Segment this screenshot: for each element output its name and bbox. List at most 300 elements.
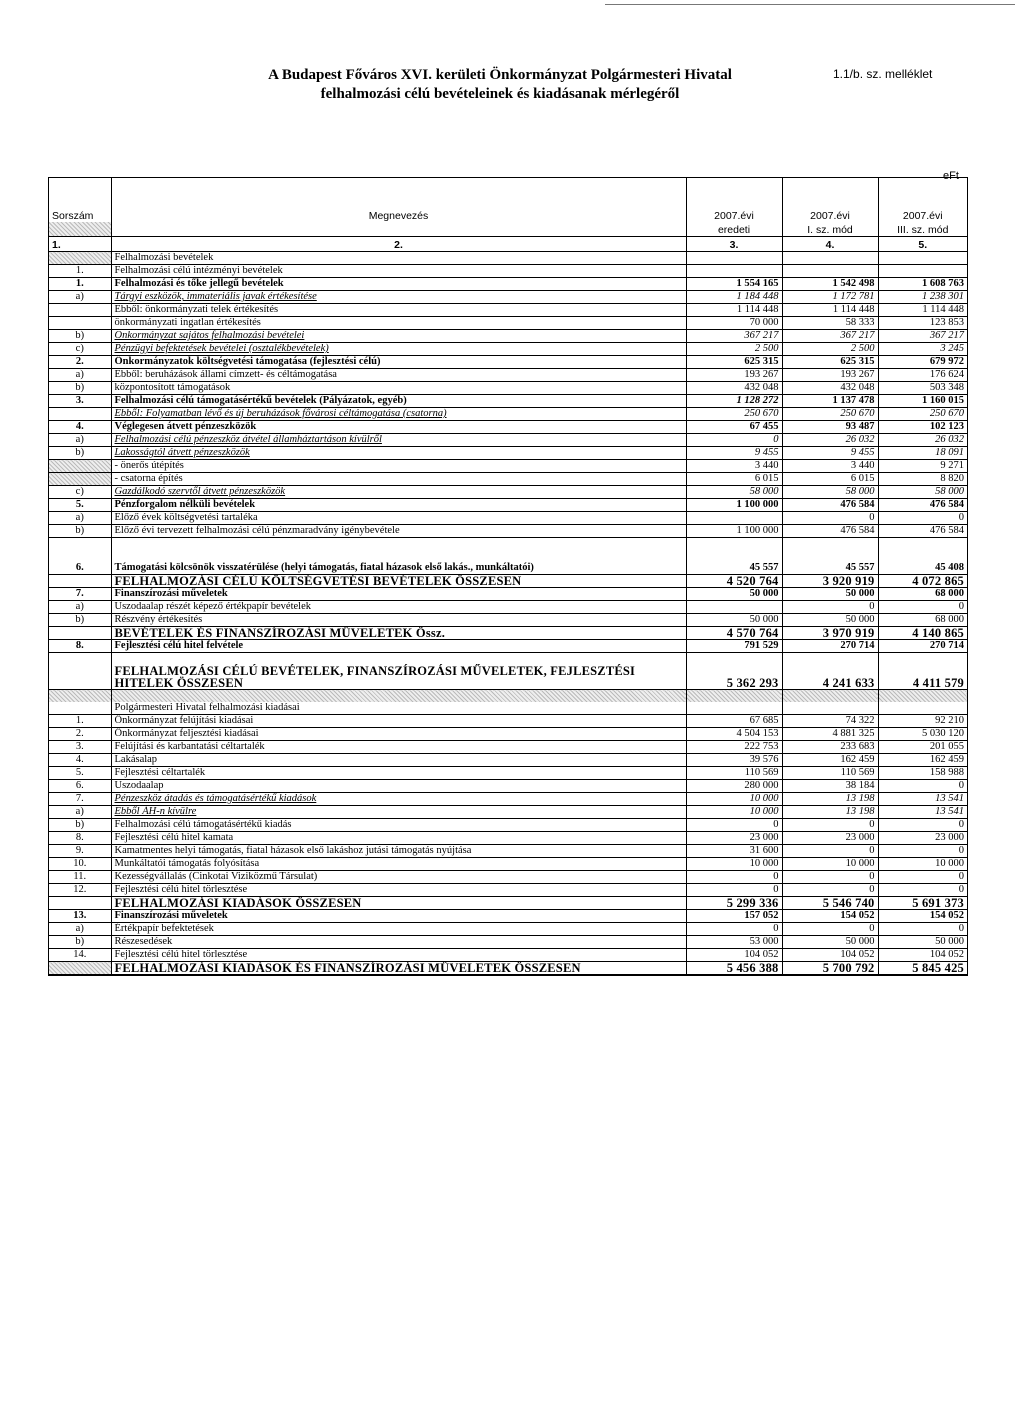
row-name: Felhalmozási célú intézményi bevételek bbox=[111, 265, 686, 278]
row-number: 5. bbox=[49, 767, 111, 780]
table-row bbox=[49, 806, 967, 819]
row-name: Felhalmozási célú támogatásértékű kiadás bbox=[111, 819, 686, 832]
table-row bbox=[49, 499, 967, 512]
value-cell-5: 476 584 bbox=[878, 525, 967, 538]
value-cell-4 bbox=[782, 702, 878, 715]
value-cell-3: 0 bbox=[686, 819, 782, 832]
header-megnevezes: Megnevezés bbox=[111, 208, 686, 222]
table-row bbox=[49, 304, 967, 317]
value-cell-4: 625 315 bbox=[782, 356, 878, 369]
value-cell-3: 0 bbox=[686, 884, 782, 897]
value-cell-4: 13 198 bbox=[782, 806, 878, 819]
value-cell-5: 201 055 bbox=[878, 741, 967, 754]
value-cell-3: 104 052 bbox=[686, 949, 782, 962]
row-number: b) bbox=[49, 614, 111, 627]
value-cell-5: 270 714 bbox=[878, 640, 967, 653]
value-cell-3: 4 520 764 bbox=[686, 575, 782, 588]
value-cell-3: 0 bbox=[686, 923, 782, 936]
value-cell-5: 0 bbox=[878, 923, 967, 936]
value-cell-4: 38 184 bbox=[782, 780, 878, 793]
row-number: a) bbox=[49, 291, 111, 304]
row-name: Ebből: beruházások állami címzett- és céltámogatása bbox=[111, 369, 686, 382]
row-number: 14. bbox=[49, 949, 111, 962]
value-cell-3: 67 455 bbox=[686, 421, 782, 434]
value-cell-3: 3 440 bbox=[686, 460, 782, 473]
value-cell-4: 1 542 498 bbox=[782, 278, 878, 291]
value-cell-4: 367 217 bbox=[782, 330, 878, 343]
row-number bbox=[49, 627, 111, 640]
value-cell-4: 1 172 781 bbox=[782, 291, 878, 304]
row-number: a) bbox=[49, 923, 111, 936]
table-row bbox=[49, 434, 967, 447]
value-cell-5: 3 245 bbox=[878, 343, 967, 356]
value-cell-4: 162 459 bbox=[782, 754, 878, 767]
table-row bbox=[49, 525, 967, 538]
header-col3-sub: eredeti bbox=[686, 222, 782, 237]
row-name: Önkormányzat feljesztési kiadásai bbox=[111, 728, 686, 741]
header-numbers bbox=[49, 237, 967, 252]
value-cell-5: 162 459 bbox=[878, 754, 967, 767]
row-number: 3. bbox=[49, 741, 111, 754]
table-row bbox=[49, 702, 967, 715]
value-cell-3: 1 554 165 bbox=[686, 278, 782, 291]
table-row bbox=[49, 653, 967, 690]
value-cell-4 bbox=[782, 265, 878, 278]
table-row bbox=[49, 601, 967, 614]
row-name: FELHALMOZÁSI KIADÁSOK ÉS FINANSZÍROZÁSI MŰVELETEK ÖSSZESEN bbox=[111, 962, 686, 975]
value-cell-3: 39 576 bbox=[686, 754, 782, 767]
row-number: 10. bbox=[49, 858, 111, 871]
value-cell-5: 18 091 bbox=[878, 447, 967, 460]
row-name: Kezességvállalás (Cinkotai Viziközmű Társulat) bbox=[111, 871, 686, 884]
header-n1: 1. bbox=[49, 237, 111, 252]
value-cell-5: 5 845 425 bbox=[878, 962, 967, 975]
row-number: a) bbox=[49, 434, 111, 447]
value-cell-5: 123 853 bbox=[878, 317, 967, 330]
value-cell-4: 250 670 bbox=[782, 408, 878, 421]
value-cell-4: 10 000 bbox=[782, 858, 878, 871]
row-number: 12. bbox=[49, 884, 111, 897]
value-cell-4: 3 440 bbox=[782, 460, 878, 473]
value-cell-5 bbox=[878, 702, 967, 715]
row-name: Önkormányzatok költségvetési támogatása (fejlesztési célú) bbox=[111, 356, 686, 369]
value-cell-5: 0 bbox=[878, 601, 967, 614]
row-name: - önerős útépítés bbox=[111, 460, 686, 473]
row-name: Finanszírozási műveletek bbox=[111, 588, 686, 601]
row-number bbox=[49, 252, 111, 265]
row-number: c) bbox=[49, 343, 111, 356]
row-name: Ebből: önkormányzati telek értékesítés bbox=[111, 304, 686, 317]
value-cell-4: 0 bbox=[782, 845, 878, 858]
value-cell-3: 23 000 bbox=[686, 832, 782, 845]
value-cell-5: 0 bbox=[878, 871, 967, 884]
row-name: Véglegesen átvett pénzeszközök bbox=[111, 421, 686, 434]
table-row bbox=[49, 923, 967, 936]
row-number bbox=[49, 408, 111, 421]
header-col5: 2007.évi bbox=[878, 208, 967, 222]
row-name: - csatorna építés bbox=[111, 473, 686, 486]
value-cell-3: 4 504 153 bbox=[686, 728, 782, 741]
row-number: b) bbox=[49, 936, 111, 949]
value-cell-3: 70 000 bbox=[686, 317, 782, 330]
row-number: b) bbox=[49, 330, 111, 343]
table-row bbox=[49, 910, 967, 923]
row-name: Támogatási kölcsönök visszatérülése (helyi támogatás, fiatal házasok első lakás., munkáltatói) bbox=[111, 562, 686, 575]
value-cell-3: 5 362 293 bbox=[686, 653, 782, 690]
row-name: Fejlesztési célú hitel kamata bbox=[111, 832, 686, 845]
value-cell-4: 0 bbox=[782, 819, 878, 832]
value-cell-5: 8 820 bbox=[878, 473, 967, 486]
value-cell-4: 432 048 bbox=[782, 382, 878, 395]
row-number: 1. bbox=[49, 715, 111, 728]
value-cell-5: 158 988 bbox=[878, 767, 967, 780]
table-row bbox=[49, 767, 967, 780]
row-name: Felhalmozási bevételek bbox=[111, 252, 686, 265]
value-cell-3: 5 299 336 bbox=[686, 897, 782, 910]
row-name: Értékpapír befektetések bbox=[111, 923, 686, 936]
value-cell-5: 23 000 bbox=[878, 832, 967, 845]
row-number bbox=[49, 653, 111, 690]
table-row bbox=[49, 369, 967, 382]
value-cell-5: 68 000 bbox=[878, 588, 967, 601]
header-n2: 2. bbox=[111, 237, 686, 252]
title-line-2: felhalmozási célú bevételeinek és kiadásanak mérlegéről bbox=[320, 86, 680, 102]
row-number: 3. bbox=[49, 395, 111, 408]
table-row bbox=[49, 265, 967, 278]
row-name-line-2: HITELEK ÖSSZESEN bbox=[114, 676, 244, 690]
row-number: 13. bbox=[49, 910, 111, 923]
value-cell-4: 50 000 bbox=[782, 588, 878, 601]
value-cell-5 bbox=[878, 252, 967, 265]
row-number: 6. bbox=[49, 780, 111, 793]
document-title bbox=[220, 66, 780, 104]
row-number bbox=[49, 473, 111, 486]
table-row bbox=[49, 715, 967, 728]
row-name: Önkormányzat felújítási kiadásai bbox=[111, 715, 686, 728]
row-name: önkormányzati ingatlan értékesítés bbox=[111, 317, 686, 330]
value-cell-4: 23 000 bbox=[782, 832, 878, 845]
row-number: a) bbox=[49, 369, 111, 382]
row-name: FELHALMOZÁSI KIADÁSOK ÖSSZESEN bbox=[111, 897, 686, 910]
value-cell-4: 0 bbox=[782, 871, 878, 884]
value-cell-5: 0 bbox=[878, 780, 967, 793]
row-number: a) bbox=[49, 601, 111, 614]
table-row bbox=[49, 832, 967, 845]
table-row bbox=[49, 512, 967, 525]
value-cell-3: 0 bbox=[686, 871, 782, 884]
row-name: Tárgyi eszközök, immateriális javak értékesítése bbox=[111, 291, 686, 304]
value-cell-4: 50 000 bbox=[782, 614, 878, 627]
value-cell-3 bbox=[686, 265, 782, 278]
value-cell-3: 50 000 bbox=[686, 588, 782, 601]
value-cell-5: 0 bbox=[878, 512, 967, 525]
value-cell-5: 26 032 bbox=[878, 434, 967, 447]
value-cell-5: 68 000 bbox=[878, 614, 967, 627]
table-row bbox=[49, 473, 967, 486]
value-cell-3: 193 267 bbox=[686, 369, 782, 382]
table-row bbox=[49, 780, 967, 793]
table-row bbox=[49, 949, 967, 962]
table-row bbox=[49, 460, 967, 473]
value-cell-5: 0 bbox=[878, 819, 967, 832]
table-row bbox=[49, 845, 967, 858]
header-row bbox=[49, 208, 967, 222]
value-cell-4: 0 bbox=[782, 601, 878, 614]
table-row bbox=[49, 317, 967, 330]
table-row bbox=[49, 575, 967, 588]
row-number: 7. bbox=[49, 588, 111, 601]
header-col4: 2007.évi bbox=[782, 208, 878, 222]
value-cell-4: 1 114 448 bbox=[782, 304, 878, 317]
row-name: Felhalmozási célú támogatásértékű bevételek (Pályázatok, egyéb) bbox=[111, 395, 686, 408]
value-cell-4: 5 546 740 bbox=[782, 897, 878, 910]
value-cell-5: 13 541 bbox=[878, 806, 967, 819]
header-spacer bbox=[49, 178, 967, 208]
value-cell-4: 233 683 bbox=[782, 741, 878, 754]
value-cell-4: 5 700 792 bbox=[782, 962, 878, 975]
table-row bbox=[49, 330, 967, 343]
shaded-divider-row bbox=[49, 690, 967, 703]
table-row bbox=[49, 962, 967, 975]
table-row bbox=[49, 447, 967, 460]
value-cell-4: 0 bbox=[782, 923, 878, 936]
value-cell-3: 280 000 bbox=[686, 780, 782, 793]
value-cell-4: 13 198 bbox=[782, 793, 878, 806]
value-cell-4: 4 241 633 bbox=[782, 653, 878, 690]
value-cell-4: 154 052 bbox=[782, 910, 878, 923]
value-cell-3: 1 100 000 bbox=[686, 499, 782, 512]
row-name: Pénzügyi befektetések bevételei (osztalékbevételek) bbox=[111, 343, 686, 356]
value-cell-5: 10 000 bbox=[878, 858, 967, 871]
value-cell-5: 50 000 bbox=[878, 936, 967, 949]
value-cell-5: 45 408 bbox=[878, 562, 967, 575]
row-number: b) bbox=[49, 382, 111, 395]
value-cell-5: 9 271 bbox=[878, 460, 967, 473]
table-row bbox=[49, 728, 967, 741]
value-cell-4: 193 267 bbox=[782, 369, 878, 382]
row-number: 4. bbox=[49, 421, 111, 434]
row-name: Kamatmentes helyi támogatás, fiatal házasok első lakáshoz jutási támogatás nyújtása bbox=[111, 845, 686, 858]
table-row bbox=[49, 614, 967, 627]
row-number bbox=[49, 897, 111, 910]
row-name: Előző évek költségvetési tartaléka bbox=[111, 512, 686, 525]
value-cell-4: 50 000 bbox=[782, 936, 878, 949]
row-name: Előző évi tervezett felhalmozási célú pénzmaradvány igénybevétele bbox=[111, 525, 686, 538]
row-name: BEVÉTELEK ÉS FINANSZÍROZÁSI MŰVELETEK Össz. bbox=[111, 627, 686, 640]
row-number: a) bbox=[49, 512, 111, 525]
table-row bbox=[49, 936, 967, 949]
value-cell-3: 250 670 bbox=[686, 408, 782, 421]
value-cell-4: 104 052 bbox=[782, 949, 878, 962]
row-number: 2. bbox=[49, 356, 111, 369]
row-name: FELHALMOZÁSI CÉLÚ KÖLTSÉGVETÉSI BEVÉTELEK ÖSSZESEN bbox=[111, 575, 686, 588]
table-row bbox=[49, 356, 967, 369]
value-cell-5: 679 972 bbox=[878, 356, 967, 369]
value-cell-5: 58 000 bbox=[878, 486, 967, 499]
value-cell-5: 92 210 bbox=[878, 715, 967, 728]
row-name: Polgármesteri Hivatal felhalmozási kiadásai bbox=[111, 702, 686, 715]
header-col4-sub: I. sz. mód bbox=[782, 222, 878, 237]
value-cell-5: 0 bbox=[878, 884, 967, 897]
value-cell-4: 270 714 bbox=[782, 640, 878, 653]
value-cell-3: 432 048 bbox=[686, 382, 782, 395]
value-cell-5: 176 624 bbox=[878, 369, 967, 382]
value-cell-4: 476 584 bbox=[782, 525, 878, 538]
value-cell-5: 367 217 bbox=[878, 330, 967, 343]
balance-table bbox=[49, 178, 967, 975]
value-cell-4: 3 920 919 bbox=[782, 575, 878, 588]
row-number: 11. bbox=[49, 871, 111, 884]
header-col3: 2007.évi bbox=[686, 208, 782, 222]
row-name-line-1: FELHALMOZÁSI CÉLÚ BEVÉTELEK, FINANSZÍROZÁSI MŰVELETEK, FEJLESZTÉSI bbox=[114, 664, 636, 678]
table-row bbox=[49, 858, 967, 871]
table-row bbox=[49, 278, 967, 291]
table-row bbox=[49, 897, 967, 910]
row-number bbox=[49, 575, 111, 588]
value-cell-3: 45 557 bbox=[686, 562, 782, 575]
value-cell-3: 1 184 448 bbox=[686, 291, 782, 304]
value-cell-3 bbox=[686, 252, 782, 265]
header-n5: 5. bbox=[878, 237, 967, 252]
table-row bbox=[49, 562, 967, 575]
table-row bbox=[49, 408, 967, 421]
row-number: 4. bbox=[49, 754, 111, 767]
value-cell-3: 157 052 bbox=[686, 910, 782, 923]
value-cell-5: 0 bbox=[878, 845, 967, 858]
value-cell-4: 3 970 919 bbox=[782, 627, 878, 640]
value-cell-4: 0 bbox=[782, 884, 878, 897]
value-cell-5: 13 541 bbox=[878, 793, 967, 806]
value-cell-5: 476 584 bbox=[878, 499, 967, 512]
value-cell-5: 102 123 bbox=[878, 421, 967, 434]
row-name: Fejlesztési céltartalék bbox=[111, 767, 686, 780]
value-cell-3: 5 456 388 bbox=[686, 962, 782, 975]
value-cell-4: 58 000 bbox=[782, 486, 878, 499]
header-sorszam: Sorszám bbox=[52, 210, 94, 222]
value-cell-3: 4 570 764 bbox=[686, 627, 782, 640]
annex-label: 1.1/b. sz. melléklet bbox=[833, 67, 933, 81]
table-row bbox=[49, 640, 967, 653]
title-line-1: A Budapest Főváros XVI. kerületi Önkormányzat Polgármesteri Hivatal bbox=[268, 67, 732, 83]
spacer-row bbox=[49, 538, 967, 563]
value-cell-4: 1 137 478 bbox=[782, 395, 878, 408]
row-number bbox=[49, 460, 111, 473]
value-cell-4: 26 032 bbox=[782, 434, 878, 447]
value-cell-3: 0 bbox=[686, 434, 782, 447]
row-name: Fejlesztési célú hitel törlesztése bbox=[111, 949, 686, 962]
value-cell-3: 10 000 bbox=[686, 806, 782, 819]
value-cell-3: 1 100 000 bbox=[686, 525, 782, 538]
value-cell-4: 6 015 bbox=[782, 473, 878, 486]
top-rule bbox=[605, 4, 1015, 5]
value-cell-3: 58 000 bbox=[686, 486, 782, 499]
value-cell-5: 4 140 865 bbox=[878, 627, 967, 640]
row-number: 2. bbox=[49, 728, 111, 741]
row-name: Önkormányzat sajátos felhalmozási bevételei bbox=[111, 330, 686, 343]
value-cell-3: 222 753 bbox=[686, 741, 782, 754]
value-cell-4: 45 557 bbox=[782, 562, 878, 575]
table-row bbox=[49, 588, 967, 601]
value-cell-5: 5 030 120 bbox=[878, 728, 967, 741]
row-name: Finanszírozási műveletek bbox=[111, 910, 686, 923]
row-name: Pénzforgalom nélküli bevételek bbox=[111, 499, 686, 512]
value-cell-5: 4 072 865 bbox=[878, 575, 967, 588]
table-row bbox=[49, 754, 967, 767]
row-number: a) bbox=[49, 806, 111, 819]
value-cell-5: 503 348 bbox=[878, 382, 967, 395]
value-cell-5: 5 691 373 bbox=[878, 897, 967, 910]
row-name: Fejlesztési célú hitel törlesztése bbox=[111, 884, 686, 897]
row-number: 6. bbox=[49, 562, 111, 575]
value-cell-3: 50 000 bbox=[686, 614, 782, 627]
table-row bbox=[49, 884, 967, 897]
value-cell-3: 9 455 bbox=[686, 447, 782, 460]
row-number bbox=[49, 304, 111, 317]
row-name: Uszodaalap részét képező értékpapír bevételek bbox=[111, 601, 686, 614]
row-name: Ebből ÁH-n kívülre bbox=[111, 806, 686, 819]
value-cell-3: 67 685 bbox=[686, 715, 782, 728]
table-row bbox=[49, 486, 967, 499]
table-row bbox=[49, 291, 967, 304]
value-cell-4: 0 bbox=[782, 512, 878, 525]
row-number: 8. bbox=[49, 640, 111, 653]
header-n4: 4. bbox=[782, 237, 878, 252]
unit-label: eFt bbox=[943, 170, 959, 182]
value-cell-5: 104 052 bbox=[878, 949, 967, 962]
row-name: Felújítási és karbantatási céltartalék bbox=[111, 741, 686, 754]
table-row bbox=[49, 819, 967, 832]
value-cell-3: 367 217 bbox=[686, 330, 782, 343]
row-number bbox=[49, 962, 111, 975]
value-cell-3: 1 114 448 bbox=[686, 304, 782, 317]
table-row bbox=[49, 793, 967, 806]
value-cell-3: 53 000 bbox=[686, 936, 782, 949]
table-row bbox=[49, 741, 967, 754]
header-col5-sub: III. sz. mód bbox=[878, 222, 967, 237]
value-cell-3 bbox=[686, 601, 782, 614]
value-cell-3: 10 000 bbox=[686, 793, 782, 806]
row-number: b) bbox=[49, 819, 111, 832]
value-cell-3: 10 000 bbox=[686, 858, 782, 871]
row-name: Gazdálkodó szervtől átvett pénzeszközök bbox=[111, 486, 686, 499]
table-row bbox=[49, 871, 967, 884]
value-cell-3: 2 500 bbox=[686, 343, 782, 356]
value-cell-5: 1 608 763 bbox=[878, 278, 967, 291]
table-row bbox=[49, 343, 967, 356]
value-cell-3: 6 015 bbox=[686, 473, 782, 486]
value-cell-4 bbox=[782, 252, 878, 265]
value-cell-5: 4 411 579 bbox=[878, 653, 967, 690]
row-number: 5. bbox=[49, 499, 111, 512]
row-number: c) bbox=[49, 486, 111, 499]
row-name: központosított támogatások bbox=[111, 382, 686, 395]
value-cell-5: 154 052 bbox=[878, 910, 967, 923]
row-name: Felhalmozási és tőke jellegű bevételek bbox=[111, 278, 686, 291]
header-shade bbox=[49, 222, 111, 237]
value-cell-5: 1 160 015 bbox=[878, 395, 967, 408]
row-number bbox=[49, 317, 111, 330]
row-number: b) bbox=[49, 525, 111, 538]
row-number: 1. bbox=[49, 278, 111, 291]
row-number: 7. bbox=[49, 793, 111, 806]
row-number: 1. bbox=[49, 265, 111, 278]
value-cell-3: 110 569 bbox=[686, 767, 782, 780]
value-cell-4: 476 584 bbox=[782, 499, 878, 512]
value-cell-4: 93 487 bbox=[782, 421, 878, 434]
row-number: 9. bbox=[49, 845, 111, 858]
row-name: Lakásalap bbox=[111, 754, 686, 767]
row-name: Munkáltatói támogatás folyósítása bbox=[111, 858, 686, 871]
